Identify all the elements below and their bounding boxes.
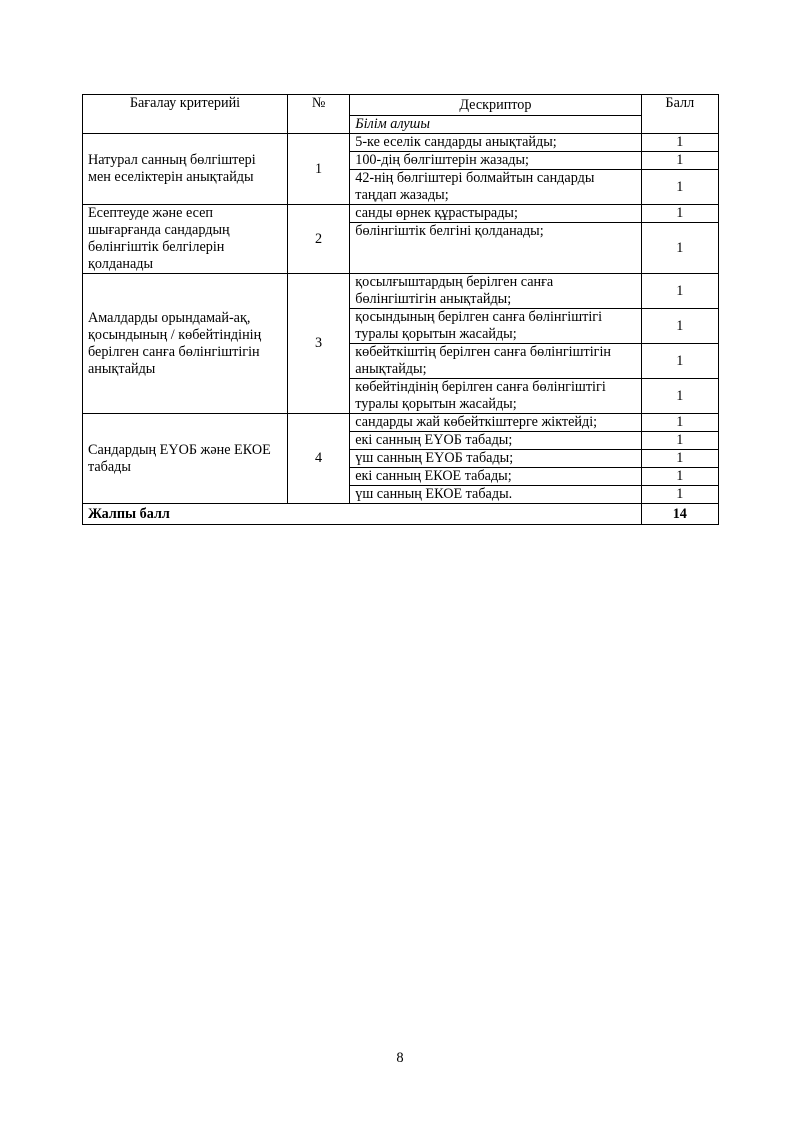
total-row — [83, 504, 719, 525]
descriptor-cell: қосылғыштардың берілген санға бөлінгіштігін анықтайды; — [350, 274, 641, 309]
score-cell: 1 — [641, 414, 718, 432]
criterion-number: 4 — [287, 414, 349, 504]
criterion-number: 2 — [287, 205, 349, 274]
descriptor-cell: екі санның ЕҮОБ табады; — [350, 432, 641, 450]
score-cell: 1 — [641, 223, 718, 274]
descriptor-cell: көбейтіндінің берілген санға бөлінгіштігі туралы қорытын жасайды; — [350, 379, 641, 414]
total-label: Жалпы балл — [83, 504, 642, 525]
descriptor-cell: бөлінгіштік белгіні қолданады; — [350, 223, 641, 274]
total-score: 14 — [641, 504, 718, 525]
table-row — [83, 414, 719, 432]
score-cell: 1 — [641, 205, 718, 223]
descriptor-cell: 5-ке еселік сандарды анықтайды; — [350, 134, 641, 152]
descriptor-cell: санды өрнек құрастырады; — [350, 205, 641, 223]
descriptor-cell: үш санның ЕКОЕ табады. — [350, 486, 641, 504]
score-cell: 1 — [641, 134, 718, 152]
descriptor-cell: қосындының берілген санға бөлінгіштігі туралы қорытын жасайды; — [350, 309, 641, 344]
subheader-learner: Білім алушы — [350, 116, 641, 134]
criterion-cell: Сандардың ЕҮОБ және ЕКОЕ табады — [83, 414, 288, 504]
criterion-cell: Натурал санның бөлгіштері мен еселіктерін анықтайды — [83, 134, 288, 205]
table-row — [83, 205, 719, 223]
score-cell: 1 — [641, 486, 718, 504]
assessment-rubric-table — [82, 94, 719, 525]
descriptor-cell: үш санның ЕҮОБ табады; — [350, 450, 641, 468]
score-cell: 1 — [641, 274, 718, 309]
score-cell: 1 — [641, 432, 718, 450]
table-row — [83, 134, 719, 152]
header-descriptor: Дескриптор — [350, 95, 641, 116]
score-cell: 1 — [641, 468, 718, 486]
score-cell: 1 — [641, 344, 718, 379]
descriptor-cell: көбейткіштің берілген санға бөлінгіштігін анықтайды; — [350, 344, 641, 379]
criterion-number: 1 — [287, 134, 349, 205]
header-number: № — [287, 95, 349, 134]
header-score: Балл — [641, 95, 718, 134]
descriptor-cell: екі санның ЕКОЕ табады; — [350, 468, 641, 486]
score-cell: 1 — [641, 450, 718, 468]
table-header-row — [83, 95, 719, 116]
header-criterion: Бағалау критерийі — [83, 95, 288, 134]
descriptor-cell: 100-дің бөлгіштерін жазады; — [350, 152, 641, 170]
page-number: 8 — [396, 1050, 404, 1066]
descriptor-cell: 42-нің бөлгіштері болмайтын сандарды таңдап жазады; — [350, 170, 641, 205]
score-cell: 1 — [641, 309, 718, 344]
criterion-cell: Есептеуде және есеп шығарғанда сандардың бөлінгіштік белгілерін қолданады — [83, 205, 288, 274]
criterion-number: 3 — [287, 274, 349, 414]
descriptor-cell: сандарды жай көбейткіштерге жіктейді; — [350, 414, 641, 432]
score-cell: 1 — [641, 152, 718, 170]
criterion-cell: Амалдарды орындамай-ақ, қосындының / көбейтіндінің берілген санға бөлінгіштігін анықтайды — [83, 274, 288, 414]
score-cell: 1 — [641, 170, 718, 205]
score-cell: 1 — [641, 379, 718, 414]
table-row — [83, 274, 719, 309]
